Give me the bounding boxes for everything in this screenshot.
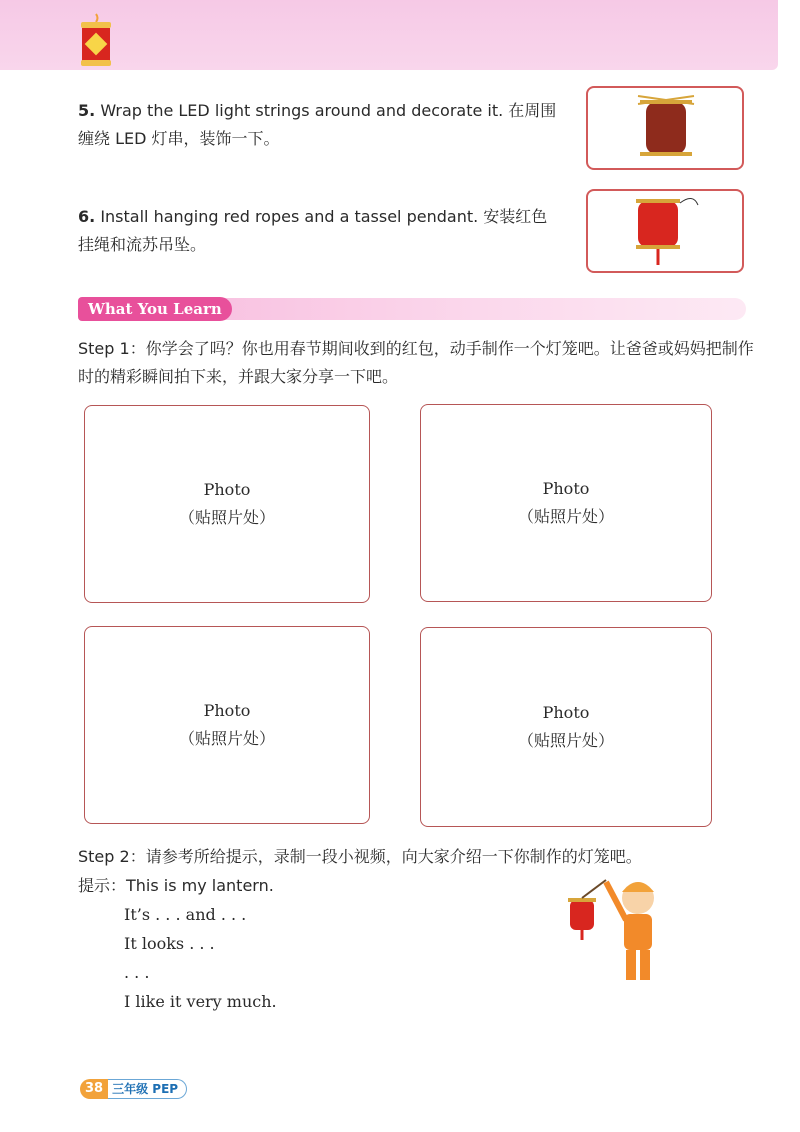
photo-placeholder bbox=[84, 626, 370, 824]
step1-instructions: Step 1：你学会了吗？你也用春节期间收到的红包，动手制作一个灯笼吧。让爸爸或妈妈把制作时的精彩瞬间拍下来，并跟大家分享一下吧。 bbox=[78, 339, 754, 386]
hint-line: It looks . . . bbox=[124, 934, 215, 953]
photo-placeholder bbox=[84, 405, 370, 603]
step-text: Wrap the LED light strings around and decorate it. 在周围缠绕 LED 灯串，装饰一下。 bbox=[78, 101, 557, 148]
photo-label: Photo bbox=[203, 480, 251, 499]
step2-instructions: Step 2：请参考所给提示，录制一段小视频，向大家介绍一下你制作的灯笼吧。 bbox=[78, 847, 642, 866]
step-5 bbox=[78, 97, 558, 153]
firecracker-icon bbox=[75, 12, 117, 68]
photo-label: Photo bbox=[542, 479, 590, 498]
grade-label: 三年级 PEP bbox=[108, 1079, 187, 1099]
lantern-frame-thumbnail bbox=[586, 86, 744, 170]
photo-sublabel: （贴照片处） bbox=[517, 731, 614, 750]
photo-sublabel: （贴照片处） bbox=[178, 508, 275, 527]
hint-line: It’s . . . and . . . bbox=[124, 905, 247, 924]
photo-label: Photo bbox=[542, 703, 590, 722]
page-footer bbox=[80, 1079, 187, 1099]
step-number: 6. bbox=[78, 207, 96, 226]
hint-line: I like it very much. bbox=[124, 992, 277, 1011]
photo-sublabel: （贴照片处） bbox=[517, 507, 614, 526]
photo-placeholder bbox=[420, 627, 712, 827]
step-6 bbox=[78, 203, 558, 259]
photo-placeholder bbox=[420, 404, 712, 602]
photo-sublabel: （贴照片处） bbox=[178, 729, 275, 748]
hint-line: . . . bbox=[124, 963, 150, 982]
section-title: What You Learn bbox=[78, 297, 232, 321]
step-number: 5. bbox=[78, 101, 96, 120]
step-text: Install hanging red ropes and a tassel pendant. 安装红色挂绳和流苏吊坠。 bbox=[78, 207, 548, 254]
child-with-lantern-illustration bbox=[566, 870, 676, 990]
red-lantern-thumbnail bbox=[586, 189, 744, 273]
hint-prefix: 提示：This is my lantern. bbox=[78, 876, 274, 895]
page-number: 38 bbox=[80, 1079, 108, 1099]
photo-label: Photo bbox=[203, 701, 251, 720]
